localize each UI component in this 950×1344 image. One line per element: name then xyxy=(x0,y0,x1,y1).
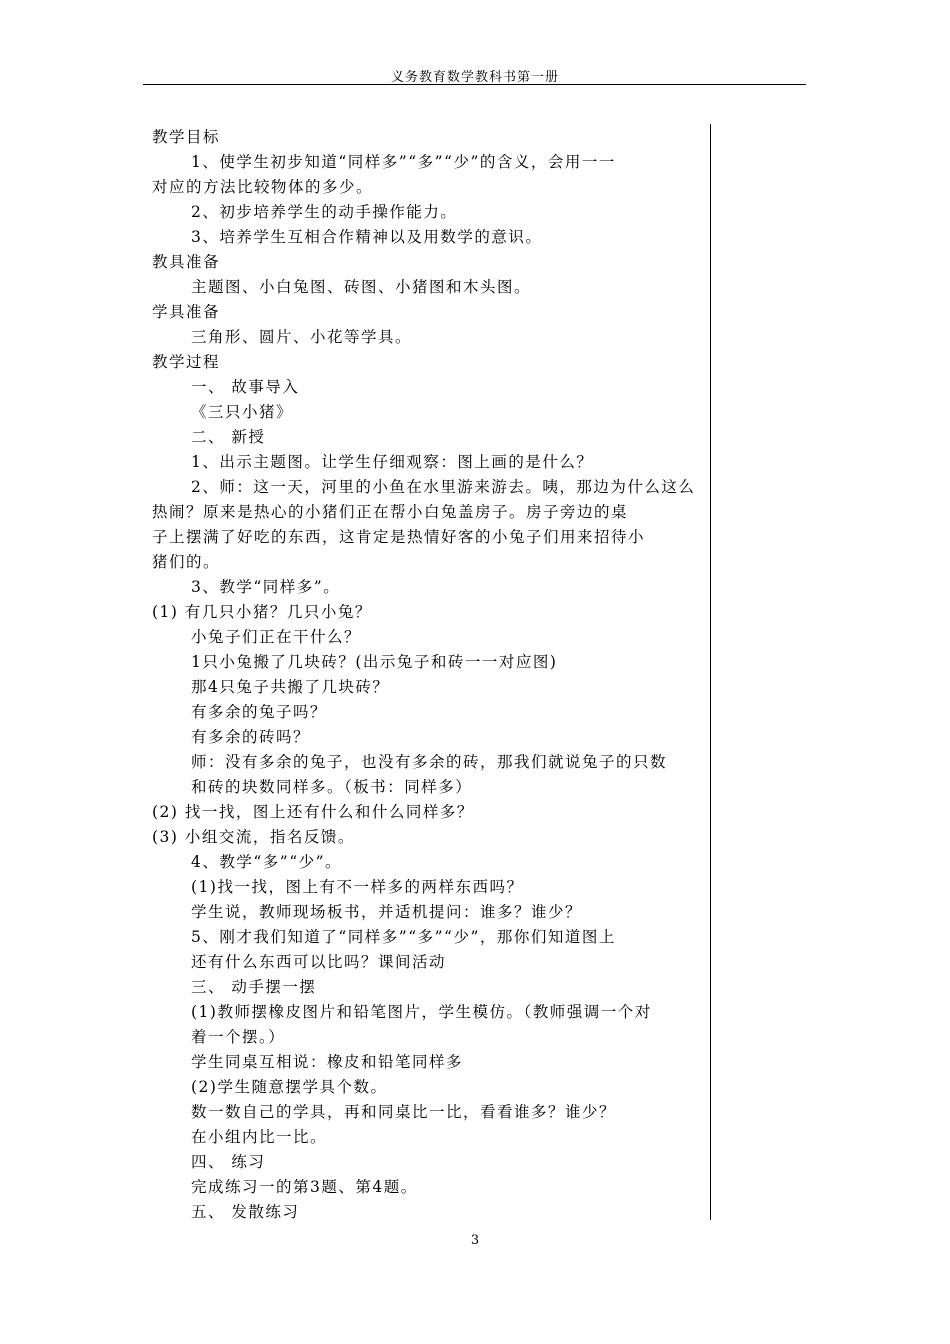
text-line: 子上摆满了好吃的东西，这肯定是热情好客的小兔子们用来招待小 xyxy=(152,528,646,546)
text-line: (1)找一找，图上有不一样多的两样东西吗？ xyxy=(191,878,524,896)
text-line: 还有什么东西可以比吗？课间活动 xyxy=(191,953,447,971)
text-line: 学生说，教师现场板书，并适机提问：谁多？谁少？ xyxy=(191,903,583,921)
text-line: 4、教学“多”“少”。 xyxy=(191,853,343,871)
text-line: 2、初步培养学生的动手操作能力。 xyxy=(191,203,458,221)
section-heading: 四、 练习 xyxy=(191,1153,266,1171)
text-line: 5、刚才我们知道了“同样多”“多”“少”，那你们知道图上 xyxy=(191,928,616,946)
text-line: (1)教师摆橡皮图片和铅笔图片，学生模仿。（教师强调一个对 xyxy=(191,1003,652,1021)
text-line: 那4只兔子共搬了几块砖？ xyxy=(191,678,390,696)
text-line: 对应的方法比较物体的多少。 xyxy=(152,178,374,196)
heading-teaching-aids: 教具准备 xyxy=(152,253,221,271)
text-line: 主题图、小白兔图、砖图、小猪图和木头图。 xyxy=(191,278,532,296)
text-line: 1、使学生初步知道“同样多”“多”“少”的含义，会用一一 xyxy=(191,153,616,171)
text-line: (3) 小组交流，指名反馈。 xyxy=(152,828,355,846)
text-line: 3、培养学生互相合作精神以及用数学的意识。 xyxy=(191,228,543,246)
text-line: 2、师：这一天，河里的小鱼在水里游来游去。咦，那边为什么这么 xyxy=(191,478,696,496)
text-line: 在小组内比一比。 xyxy=(191,1128,328,1146)
text-line: (1) 有几只小猪？几只小兔？ xyxy=(152,603,372,621)
section-heading: 二、 新授 xyxy=(191,428,266,446)
section-heading: 三、 动手摆一摆 xyxy=(191,978,317,996)
text-line: 和砖的块数同样多。（板书：同样多） xyxy=(191,778,473,796)
table-border-right xyxy=(710,124,711,1220)
heading-student-aids: 学具准备 xyxy=(152,303,221,321)
header-rule xyxy=(143,84,806,85)
text-line: 3、教学“同样多”。 xyxy=(191,578,341,596)
text-line: 1只小兔搬了几块砖？(出示兔子和砖一一对应图) xyxy=(191,653,558,671)
text-line: 数一数自己的学具，再和同桌比一比，看看谁多？谁少？ xyxy=(191,1103,617,1121)
text-line: 小兔子们正在干什么？ xyxy=(191,628,362,646)
heading-process: 教学过程 xyxy=(152,353,221,371)
text-line: 热闹？原来是热心的小猪们正在帮小白兔盖房子。房子旁边的桌 xyxy=(152,503,629,521)
text-line: 《三只小猪》 xyxy=(191,403,294,421)
section-heading: 五、 发散练习 xyxy=(191,1203,300,1221)
page-number: 3 xyxy=(470,1233,480,1248)
section-heading: 一、 故事导入 xyxy=(191,378,300,396)
text-line: 着一个摆。） xyxy=(191,1028,286,1046)
text-line: 猪们的。 xyxy=(152,553,221,571)
text-line: 三角形、圆片、小花等学具。 xyxy=(191,328,413,346)
text-line: (2)学生随意摆学具个数。 xyxy=(191,1078,388,1096)
running-header: 义务教育数学教科书第一册 xyxy=(390,70,559,85)
text-line: (2) 找一找，图上还有什么和什么同样多？ xyxy=(152,803,474,821)
text-line: 有多余的砖吗？ xyxy=(191,728,311,746)
text-line: 完成练习一的第3题、第4题。 xyxy=(191,1178,418,1196)
text-line: 师：没有多余的兔子，也没有多余的砖，那我们就说兔子的只数 xyxy=(191,753,668,771)
heading-objectives: 教学目标 xyxy=(152,128,221,146)
text-line: 1、出示主题图。让学生仔细观察：图上画的是什么？ xyxy=(191,453,594,471)
text-line: 有多余的兔子吗？ xyxy=(191,703,328,721)
text-line: 学生同桌互相说：橡皮和铅笔同样多 xyxy=(191,1053,464,1071)
